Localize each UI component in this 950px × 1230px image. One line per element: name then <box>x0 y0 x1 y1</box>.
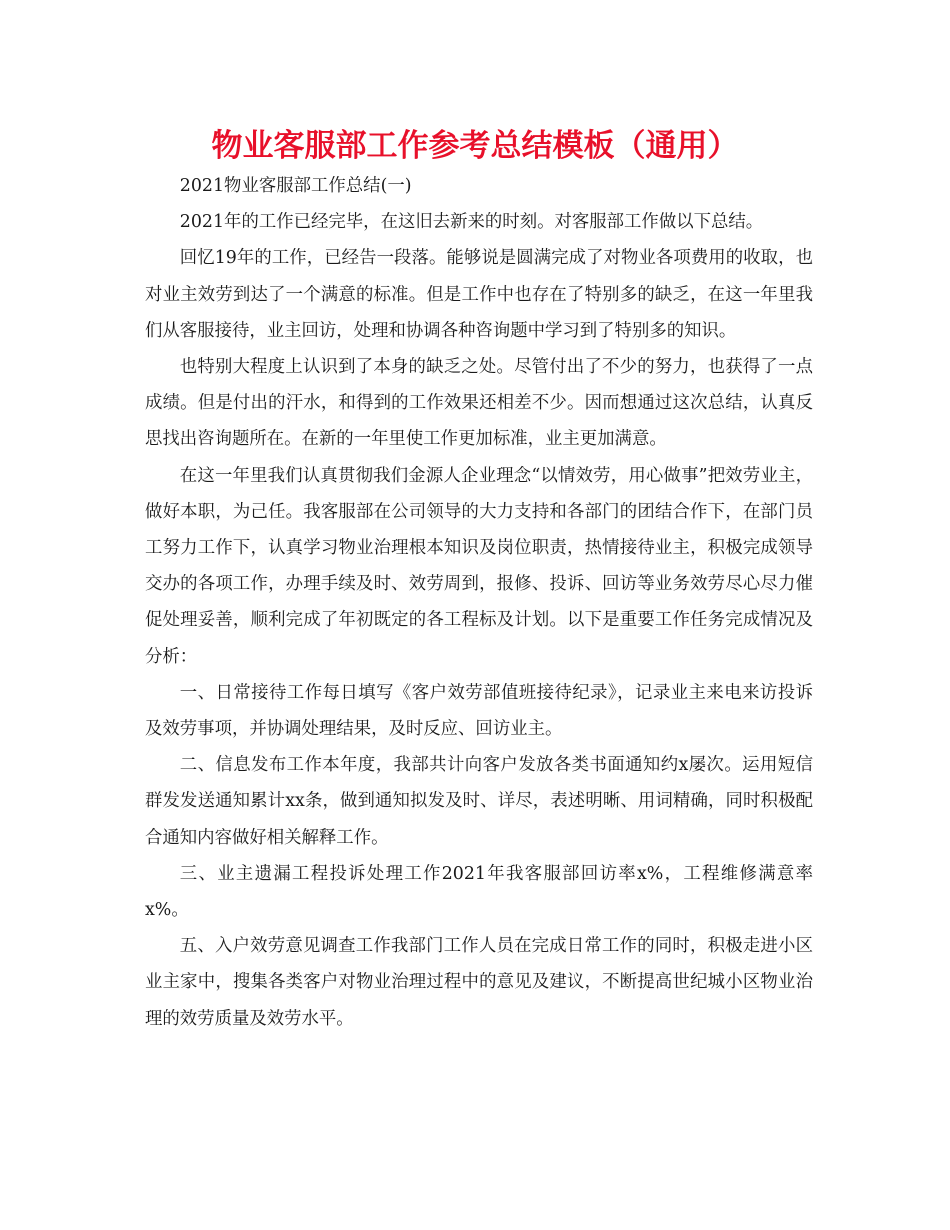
document-body <box>145 168 813 1037</box>
paragraph-item-survey: 五、入户效劳意见调查工作我部门工作人员在完成日常工作的同时，积极走进小区业主家中，搜集各类客户对物业治理过程中的意见及建议，不断提高世纪城小区物业治理的效劳质量及效劳水平。 <box>145 936 813 1029</box>
paragraph-subtitle: 2021物业客服部工作总结(一) <box>179 176 412 196</box>
paragraph-intro: 2021年的工作已经完毕，在这旧去新来的时刻。对客服部工作做以下总结。 <box>179 212 764 233</box>
paragraph-item-reception: 一、日常接待工作每日填写《客户效劳部值班接待纪录》，记录业主来电来访投诉及效劳事项，并协调处理结果，及时反应、回访业主。 <box>145 682 813 740</box>
paragraph-review: 回忆19年的工作，已经告一段落。能够说是圆满完成了对物业各项费用的收取，也对业主效劳到达了一个满意的标准。但是工作中也存在了特别多的缺乏，在这一年里我们从客服接待，业主回访，处理和协调各种咨询题中学习到了特别多的知识。 <box>145 248 813 341</box>
paragraph-item-notices: 二、信息发布工作本年度，我部共计向客户发放各类书面通知约x屡次。运用短信群发发送通知累计xx条，做到通知拟发及时、详尽，表述明晰、用词精确，同时积极配合通知内容做好相关解释工作。 <box>145 755 813 848</box>
document-title: 物业客服部工作参考总结模板（通用） <box>211 128 739 164</box>
paragraph-item-complaints: 三、业主遗漏工程投诉处理工作2021年我客服部回访率x%，工程维修满意率x%。 <box>145 863 813 921</box>
paragraph-philosophy: 在这一年里我们认真贯彻我们金源人企业理念“以情效劳，用心做事”把效劳业主，做好本职，为己任。我客服部在公司领导的大力支持和各部门的团结合作下，在部门员工努力工作下，认真学习物业治理根本知识及岗位职责，热情接待业主，积极完成领导交办的各项工作，办理手续及时、效劳周到，报修、投诉、回访等业务效劳尽心尽力催促处理妥善，顺利完成了年初既定的各工程标及计划。以下是重要工作任务完成情况及分析： <box>145 465 813 667</box>
paragraph-reflection: 也特别大程度上认识到了本身的缺乏之处。尽管付出了不少的努力，也获得了一点成绩。但是付出的汗水，和得到的工作效果还相差不少。因而想通过这次总结，认真反思找出咨询题所在。在新的一年里使工作更加标准，业主更加满意。 <box>145 357 813 450</box>
